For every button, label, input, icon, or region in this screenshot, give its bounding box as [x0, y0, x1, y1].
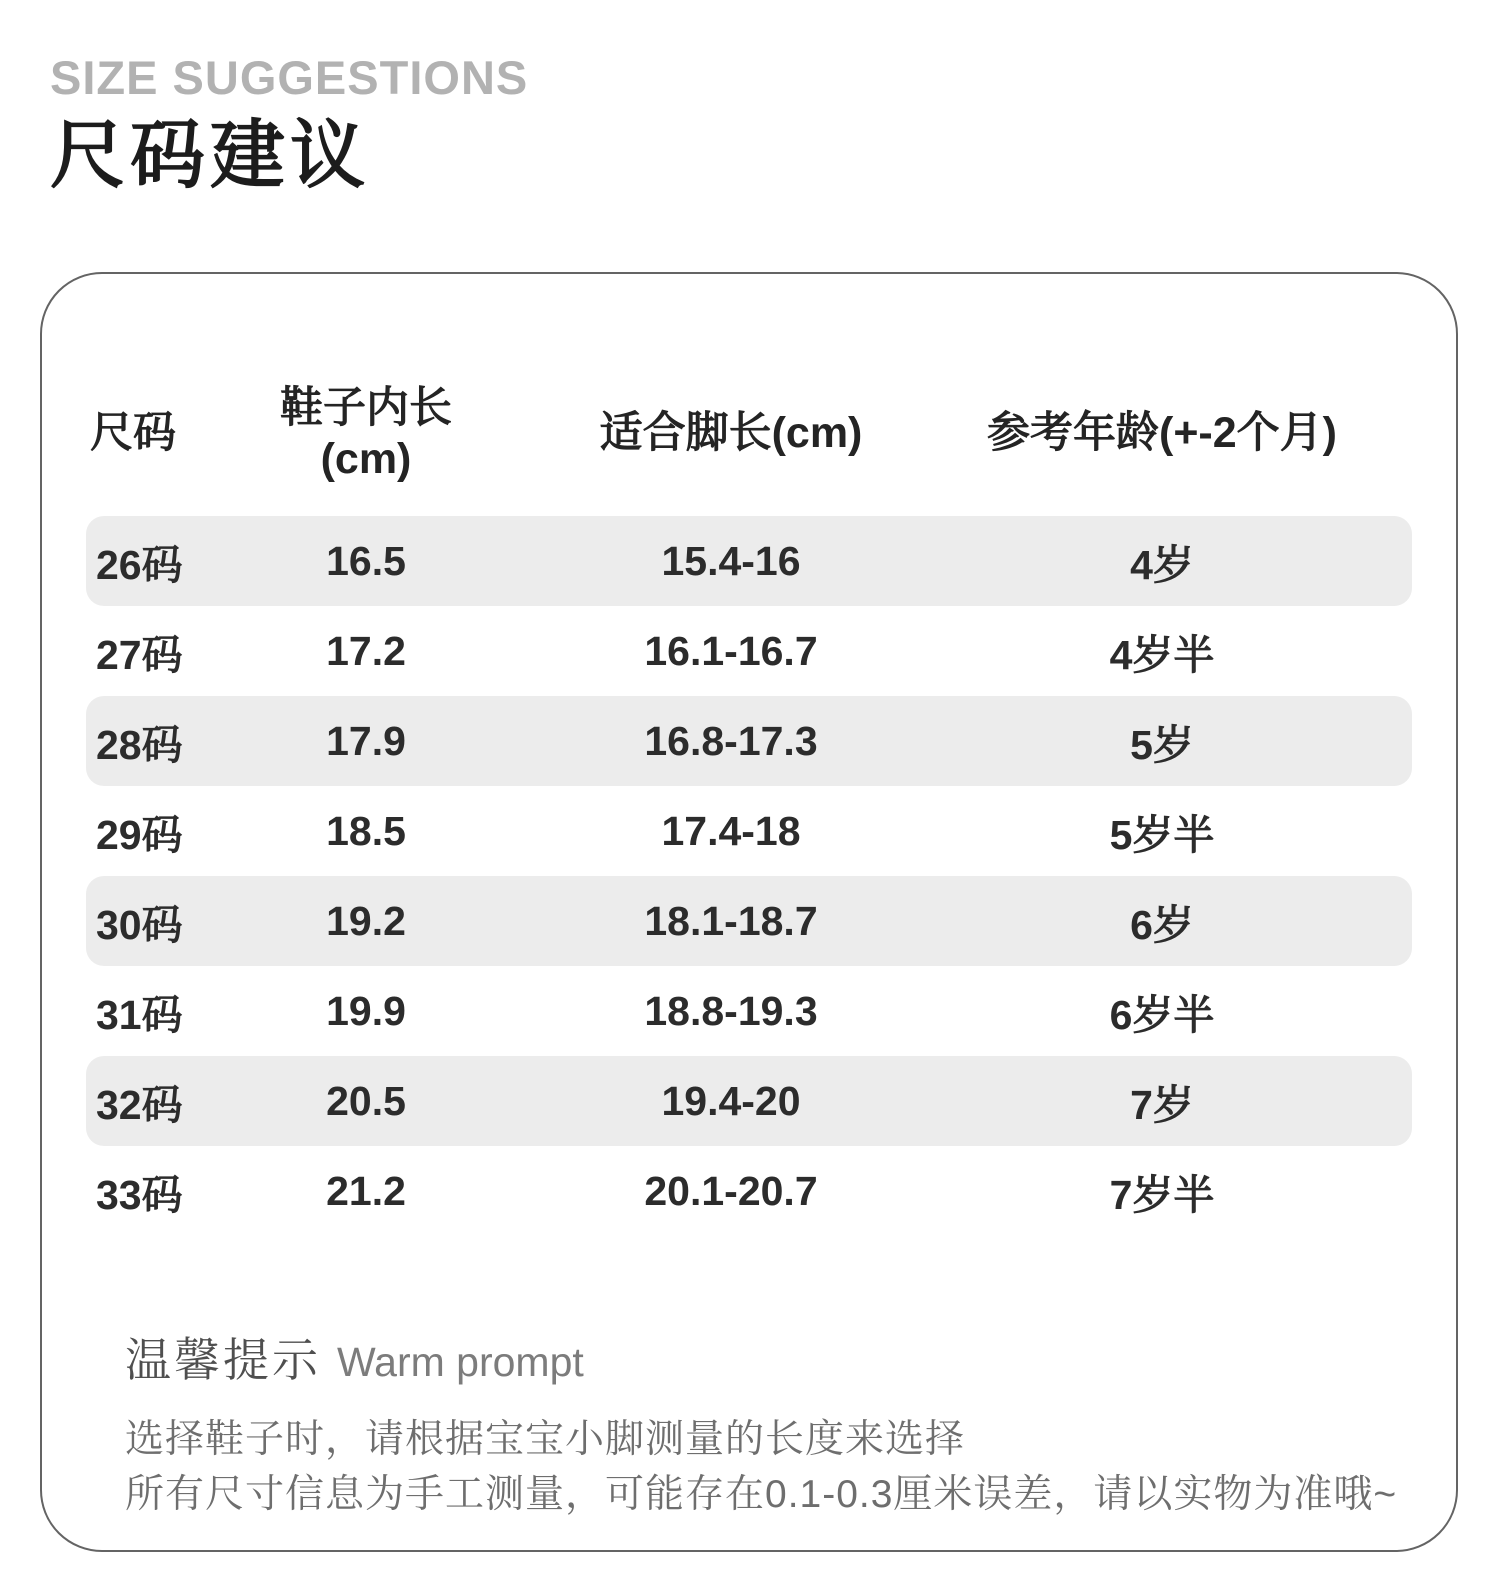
cell-foot-length: 16.1-16.7 — [644, 627, 818, 674]
column-header-size: 尺码 — [90, 408, 176, 457]
cell-foot-length: 20.1-20.7 — [644, 1167, 818, 1214]
note-line: 选择鞋子时，请根据宝宝小脚测量的长度来选择 — [125, 1418, 966, 1461]
cell-size: 27码 — [96, 631, 183, 678]
table-body — [86, 516, 1412, 1236]
column-header-foot-length: 适合脚长(cm) — [599, 408, 863, 457]
cell-inner-length: 20.5 — [326, 1077, 406, 1124]
table-row — [86, 516, 1412, 606]
size-chart-panel — [40, 272, 1458, 1552]
cell-size: 29码 — [96, 811, 183, 858]
cell-foot-length: 16.8-17.3 — [644, 717, 818, 764]
cell-foot-length: 19.4-20 — [661, 1077, 801, 1124]
table-row — [86, 876, 1412, 966]
cell-foot-length: 18.1-18.7 — [644, 897, 818, 944]
cell-size: 32码 — [96, 1081, 183, 1128]
cell-inner-length: 16.5 — [326, 537, 406, 584]
warm-prompt-section — [86, 1324, 1412, 1522]
warm-prompt-title-en: Warm prompt — [337, 1339, 584, 1385]
cell-age: 7岁半 — [1109, 1171, 1215, 1218]
cell-age: 7岁 — [1130, 1081, 1194, 1128]
table-row — [86, 786, 1412, 876]
table-header-row — [86, 374, 1412, 483]
cell-inner-length: 19.9 — [326, 987, 406, 1034]
cell-inner-length: 21.2 — [326, 1167, 406, 1214]
warm-prompt-title-zh: 温馨提示 — [125, 1334, 321, 1386]
cell-size: 30码 — [96, 901, 183, 948]
page-header — [50, 52, 528, 196]
cell-inner-length: 18.5 — [326, 807, 406, 854]
size-table — [86, 374, 1412, 1236]
cell-size: 28码 — [96, 721, 183, 768]
cell-age: 4岁 — [1130, 541, 1194, 588]
table-row — [86, 1146, 1412, 1236]
cell-foot-length: 15.4-16 — [661, 537, 801, 584]
page-title-en: SIZE SUGGESTIONS — [50, 51, 529, 104]
table-row — [86, 966, 1412, 1056]
cell-age: 4岁半 — [1109, 631, 1215, 678]
cell-inner-length: 19.2 — [326, 897, 406, 944]
column-header-age: 参考年龄(+-2个月) — [987, 408, 1337, 457]
table-row — [86, 1056, 1412, 1146]
cell-age: 6岁半 — [1109, 991, 1215, 1038]
cell-inner-length: 17.2 — [326, 627, 406, 674]
column-header-inner-length: 鞋子内长(cm) — [280, 384, 452, 483]
cell-inner-length: 17.9 — [326, 717, 406, 764]
cell-size: 33码 — [96, 1171, 183, 1218]
table-row — [86, 606, 1412, 696]
note-line: 所有尺寸信息为手工测量，可能存在0.1-0.3厘米误差，请以实物为准哦~ — [125, 1473, 1398, 1516]
cell-age: 5岁 — [1130, 721, 1194, 768]
cell-age: 6岁 — [1130, 901, 1194, 948]
cell-foot-length: 17.4-18 — [661, 807, 801, 854]
cell-age: 5岁半 — [1109, 811, 1215, 858]
warm-prompt-title — [125, 1324, 1412, 1390]
cell-foot-length: 18.8-19.3 — [644, 987, 818, 1034]
cell-size: 31码 — [96, 991, 183, 1038]
page-title-zh: 尺码建议 — [50, 112, 371, 197]
table-row — [86, 696, 1412, 786]
cell-size: 26码 — [96, 541, 183, 588]
